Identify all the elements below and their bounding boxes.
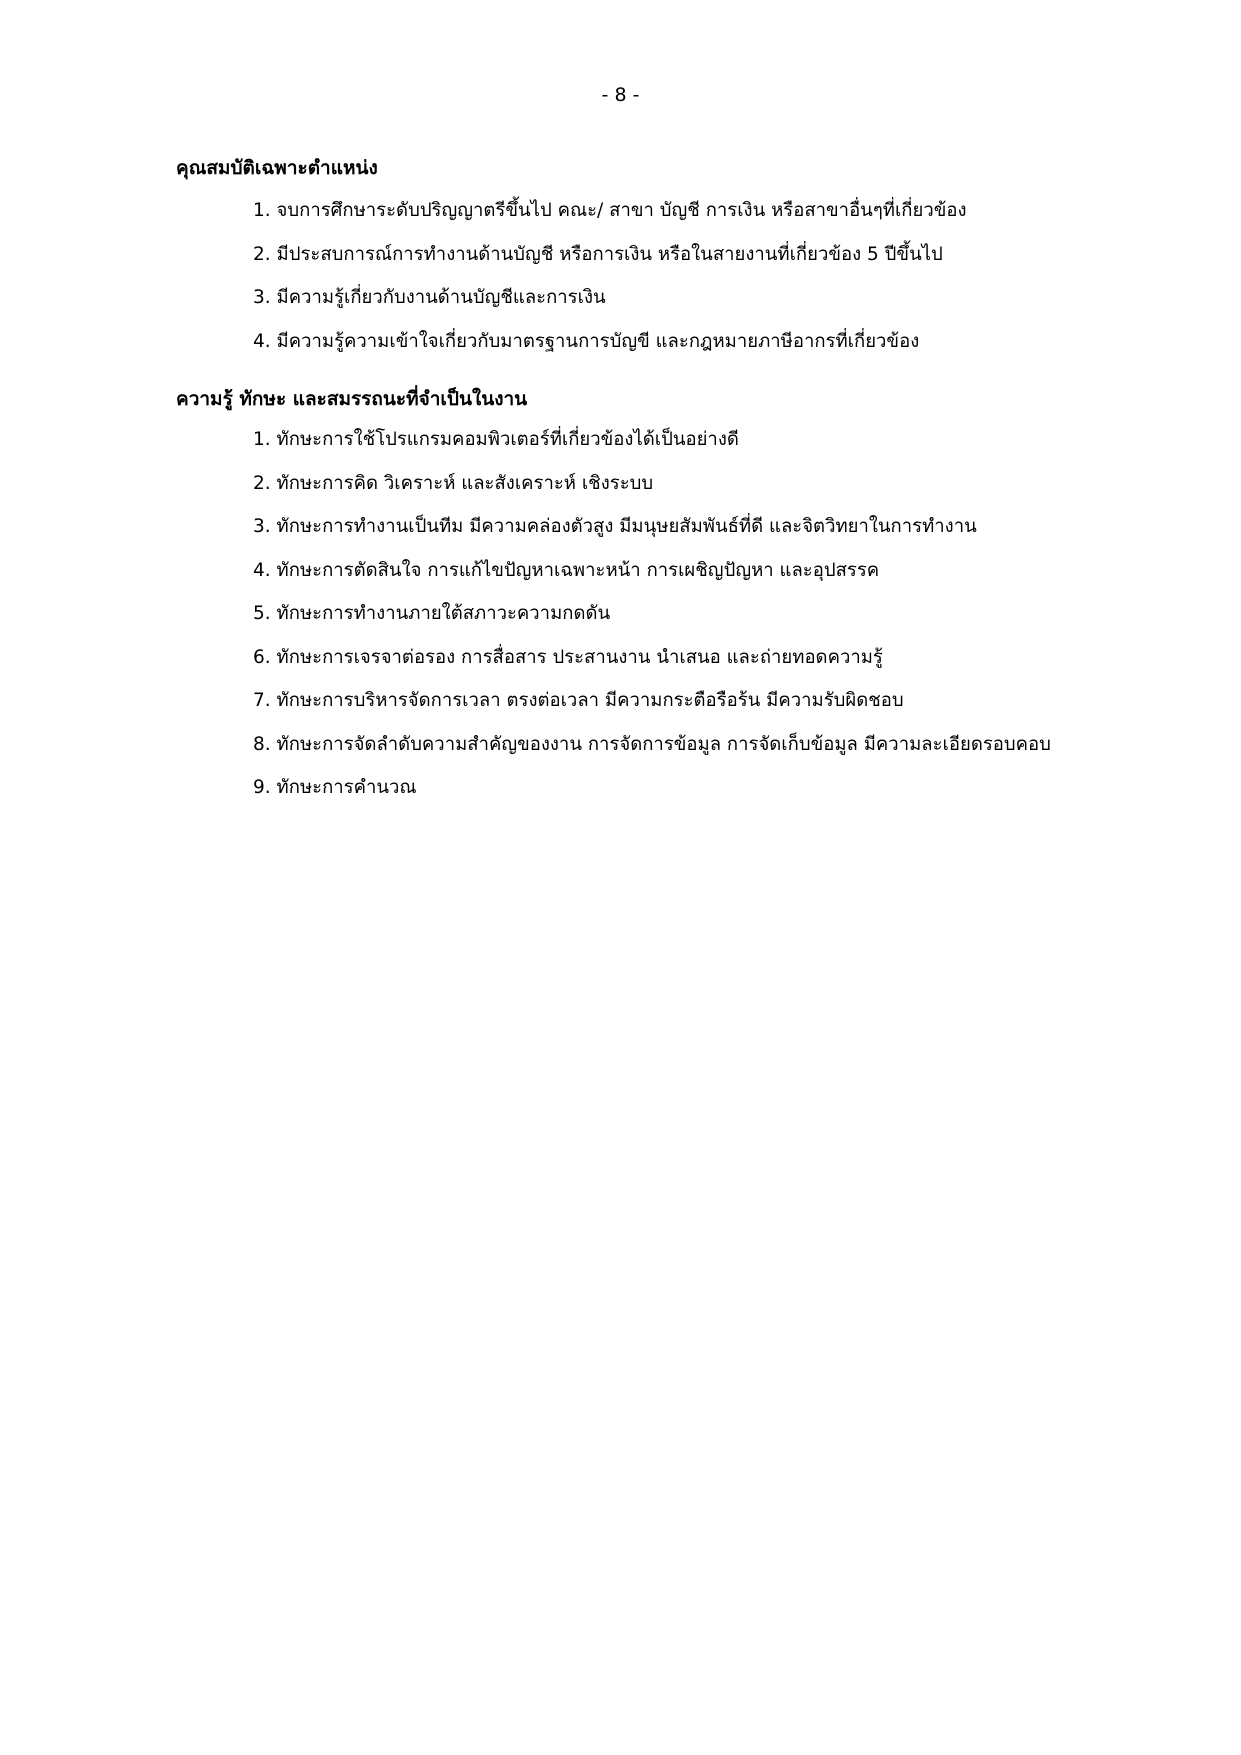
list-item-text: ทักษะการทำงานเป็นทีม มีความคล่องตัวสูง มีมนุษยสัมพันธ์ที่ดี และจิตวิทยาในการทำงาน: [276, 516, 977, 537]
qualification-item: [253, 233, 1176, 277]
list-item-text: ทักษะการเจรจาต่อรอง การสื่อสาร ประสานงาน นำเสนอ และถ่ายทอดความรู้: [276, 646, 883, 668]
list-item-number: 2.: [253, 243, 271, 265]
list-item-number: 7.: [253, 690, 271, 711]
list-item-text: ทักษะการจัดลำดับความสำคัญของงาน การจัดการข้อมูล การจัดเก็บข้อมูล มีความละเอียดรอบคอบ: [276, 733, 1051, 755]
qualification-item: [253, 189, 1176, 233]
skill-item: [253, 505, 1176, 549]
list-item-number: 1.: [253, 429, 271, 450]
list-item-text: ทักษะการใช้โปรแกรมคอมพิวเตอร์ที่เกี่ยวข้องได้เป็นอย่างดี: [276, 429, 739, 450]
skills-section: [176, 384, 1176, 810]
qualification-item: [253, 320, 1176, 364]
list-item-text: ทักษะการทำงานภายใต้สภาวะความกดดัน: [276, 603, 611, 624]
list-item-text: มีประสบการณ์การทำงานด้านบัญชี หรือการเงิน หรือในสายงานที่เกี่ยวข้อง 5 ปีขึ้นไป: [276, 243, 943, 265]
list-item-text: ทักษะการบริหารจัดการเวลา ตรงต่อเวลา มีความกระตือรือร้น มีความรับผิดชอบ: [276, 690, 904, 711]
qualification-item: [253, 276, 1176, 320]
list-item-number: 8.: [253, 733, 271, 755]
page-number: - 8 -: [601, 84, 640, 106]
list-item-number: 6.: [253, 646, 271, 668]
list-item-number: 2.: [253, 472, 271, 494]
skill-item: [253, 679, 1176, 723]
list-item-text: ทักษะการคำนวณ: [276, 777, 417, 798]
list-item-text: มีความรู้เกี่ยวกับงานด้านบัญชีและการเงิน: [276, 287, 606, 308]
list-item-text: ทักษะการตัดสินใจ การแก้ไขปัญหาเฉพาะหน้า การเผชิญปัญหา และอุปสรรค: [276, 559, 880, 581]
list-item-text: ทักษะการคิด วิเคราะห์ และสังเคราะห์ เชิงระบบ: [276, 472, 654, 494]
skill-item: [253, 462, 1176, 506]
list-item-number: 3.: [253, 287, 271, 308]
qualifications-heading: คุณสมบัติเฉพาะตำแหน่ง: [176, 157, 378, 179]
qualifications-list: [176, 189, 1176, 363]
list-item-number: 9.: [253, 777, 271, 798]
skill-item: [253, 636, 1176, 680]
list-item-number: 1.: [253, 200, 271, 221]
skills-list: [176, 418, 1176, 810]
list-item-number: 4.: [253, 330, 271, 352]
list-item-number: 3.: [253, 516, 271, 537]
skills-heading: ความรู้ ทักษะ และสมรรถนะที่จำเป็นในงาน: [176, 388, 528, 410]
skill-item: [253, 723, 1176, 767]
list-item-number: 5.: [253, 603, 271, 624]
skill-item: [253, 549, 1176, 593]
list-item-number: 4.: [253, 559, 271, 581]
skill-item: [253, 592, 1176, 636]
skill-item: [253, 766, 1176, 810]
list-item-text: มีความรู้ความเข้าใจเกี่ยวกับมาตรฐานการบัญขี และกฎหมายภาษีอากรที่เกี่ยวข้อง: [276, 330, 920, 352]
list-item-text: จบการศึกษาระดับปริญญาตรีขึ้นไป คณะ/ สาขา บัญชี การเงิน หรือสาขาอื่นๆที่เกี่ยวข้อง: [276, 200, 967, 221]
skill-item: [253, 418, 1176, 462]
qualifications-section: [176, 153, 1176, 363]
